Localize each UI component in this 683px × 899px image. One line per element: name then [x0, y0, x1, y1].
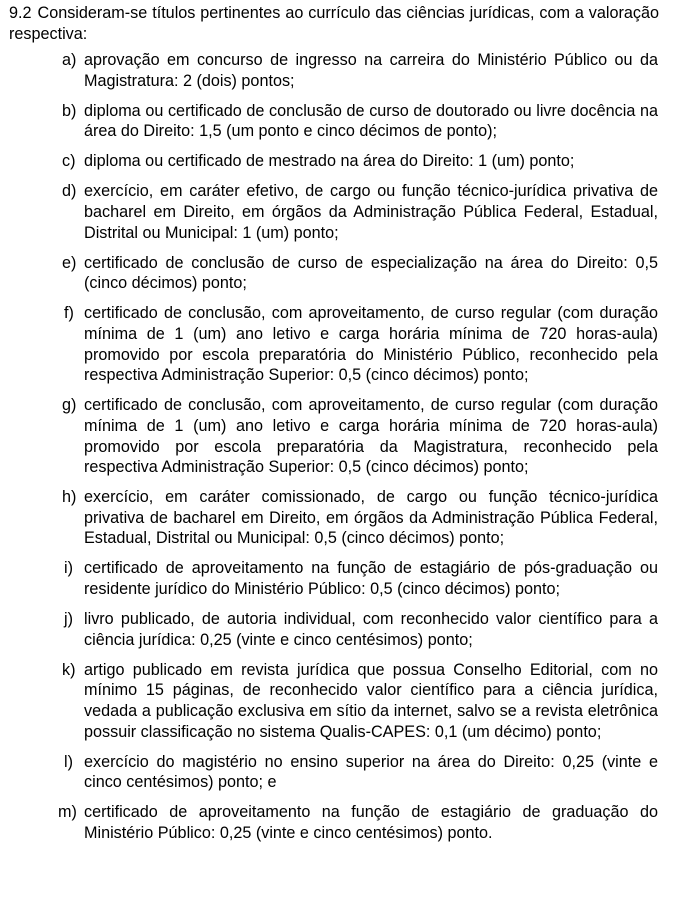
- list-item-j: [58, 609, 658, 650]
- item-label: f): [64, 304, 74, 323]
- item-label: m): [58, 803, 77, 822]
- item-text: diploma ou certificado de mestrado na área do Direito: 1 (um) ponto;: [84, 152, 575, 171]
- list-item-e: [58, 253, 658, 294]
- item-label: d): [62, 182, 77, 201]
- list-item-d: [58, 181, 658, 243]
- list-item-m: [58, 802, 658, 843]
- item-label: e): [62, 253, 77, 272]
- item-label: b): [62, 101, 77, 120]
- item-text: exercício do magistério no ensino superior na área do Direito: 0,25 (vinte e cinco centésimos) ponto; e: [84, 752, 658, 792]
- list-item-a: [58, 50, 658, 91]
- item-label: g): [62, 396, 77, 415]
- item-text: livro publicado, de autoria individual, com reconhecido valor científico para a ciência jurídica: 0,25 (vinte e cinco centésimos) ponto;: [84, 610, 658, 649]
- item-text: certificado de aproveitamento na função de estagiário de graduação do Ministério Público: 0,25 (vinte e cinco centésimos) ponto.: [84, 803, 658, 842]
- item-text: certificado de aproveitamento na função de estagiário de pós-graduação ou residente jurídico do Ministério Público: 0,5 (cinco décimos) ponto;: [84, 559, 658, 599]
- list-item-f: [58, 303, 658, 385]
- list-item-i: [58, 558, 658, 599]
- item-label: l): [64, 752, 73, 771]
- list-item-c: [58, 151, 658, 172]
- list-item-b: [58, 101, 658, 142]
- item-label: k): [62, 660, 76, 679]
- item-text: artigo publicado em revista jurídica que possua Conselho Editorial, com no mínimo 15 páginas, de reconhecido valor científico para a ciência jurídica, vedada a publicação exclusiva em sítio da internet, salvo se a revista eletrônica possuir classificação no sistema Qualis-CAPES: 0,1 (um décimo) ponto;: [84, 660, 658, 741]
- list-item-l: [58, 752, 658, 793]
- item-text: aprovação em concurso de ingresso na carreira do Ministério Público ou da Magistratura: 2 (dois) pontos;: [84, 51, 658, 90]
- item-label: h): [62, 488, 77, 507]
- section-intro-text: Consideram-se títulos pertinentes ao currículo das ciências jurídicas, com a valoração respectiva:: [9, 4, 659, 43]
- item-label: c): [62, 152, 76, 171]
- item-text: diploma ou certificado de conclusão de curso de doutorado ou livre docência na área do Direito: 1,5 (um ponto e cinco décimos de ponto);: [84, 101, 658, 141]
- section-number: 9.2: [9, 4, 32, 22]
- item-text: certificado de conclusão de curso de especialização na área do Direito: 0,5 (cinco décimos) ponto;: [84, 253, 658, 293]
- criteria-list: [58, 50, 658, 853]
- section-intro: [9, 3, 659, 44]
- item-text: exercício, em caráter comissionado, de cargo ou função técnico-jurídica privativa de bacharel em Direito, em órgãos da Administração Pública Federal, Estadual, Distrital ou Municipal: 0,5 (cinco décimos) ponto;: [84, 488, 658, 548]
- item-text: exercício, em caráter efetivo, de cargo ou função técnico-jurídica privativa de bacharel em Direito, em órgãos da Administração Pública Federal, Estadual, Distrital ou Municipal: 1 (um) ponto;: [84, 182, 658, 242]
- item-label: i): [64, 559, 73, 578]
- item-label: j): [64, 610, 73, 629]
- list-item-g: [58, 395, 658, 477]
- item-label: a): [62, 51, 77, 69]
- list-item-h: [58, 487, 658, 549]
- list-item-k: [58, 660, 658, 742]
- item-text: certificado de conclusão, com aproveitamento, de curso regular (com duração mínima de 1 (um) ano letivo e carga horária mínima de 720 horas-aula) promovido por escola preparatória do Ministério Público, reconhecido pela respectiva Administração Superior: 0,5 (cinco décimos) ponto;: [84, 304, 658, 385]
- item-text: certificado de conclusão, com aproveitamento, de curso regular (com duração mínima de 1 (um) ano letivo e carga horária mínima de 720 horas-aula) promovido por escola preparatória da Magistratura, reconhecido pela respectiva Administração Superior: 0,5 (cinco décimos) ponto;: [84, 396, 658, 477]
